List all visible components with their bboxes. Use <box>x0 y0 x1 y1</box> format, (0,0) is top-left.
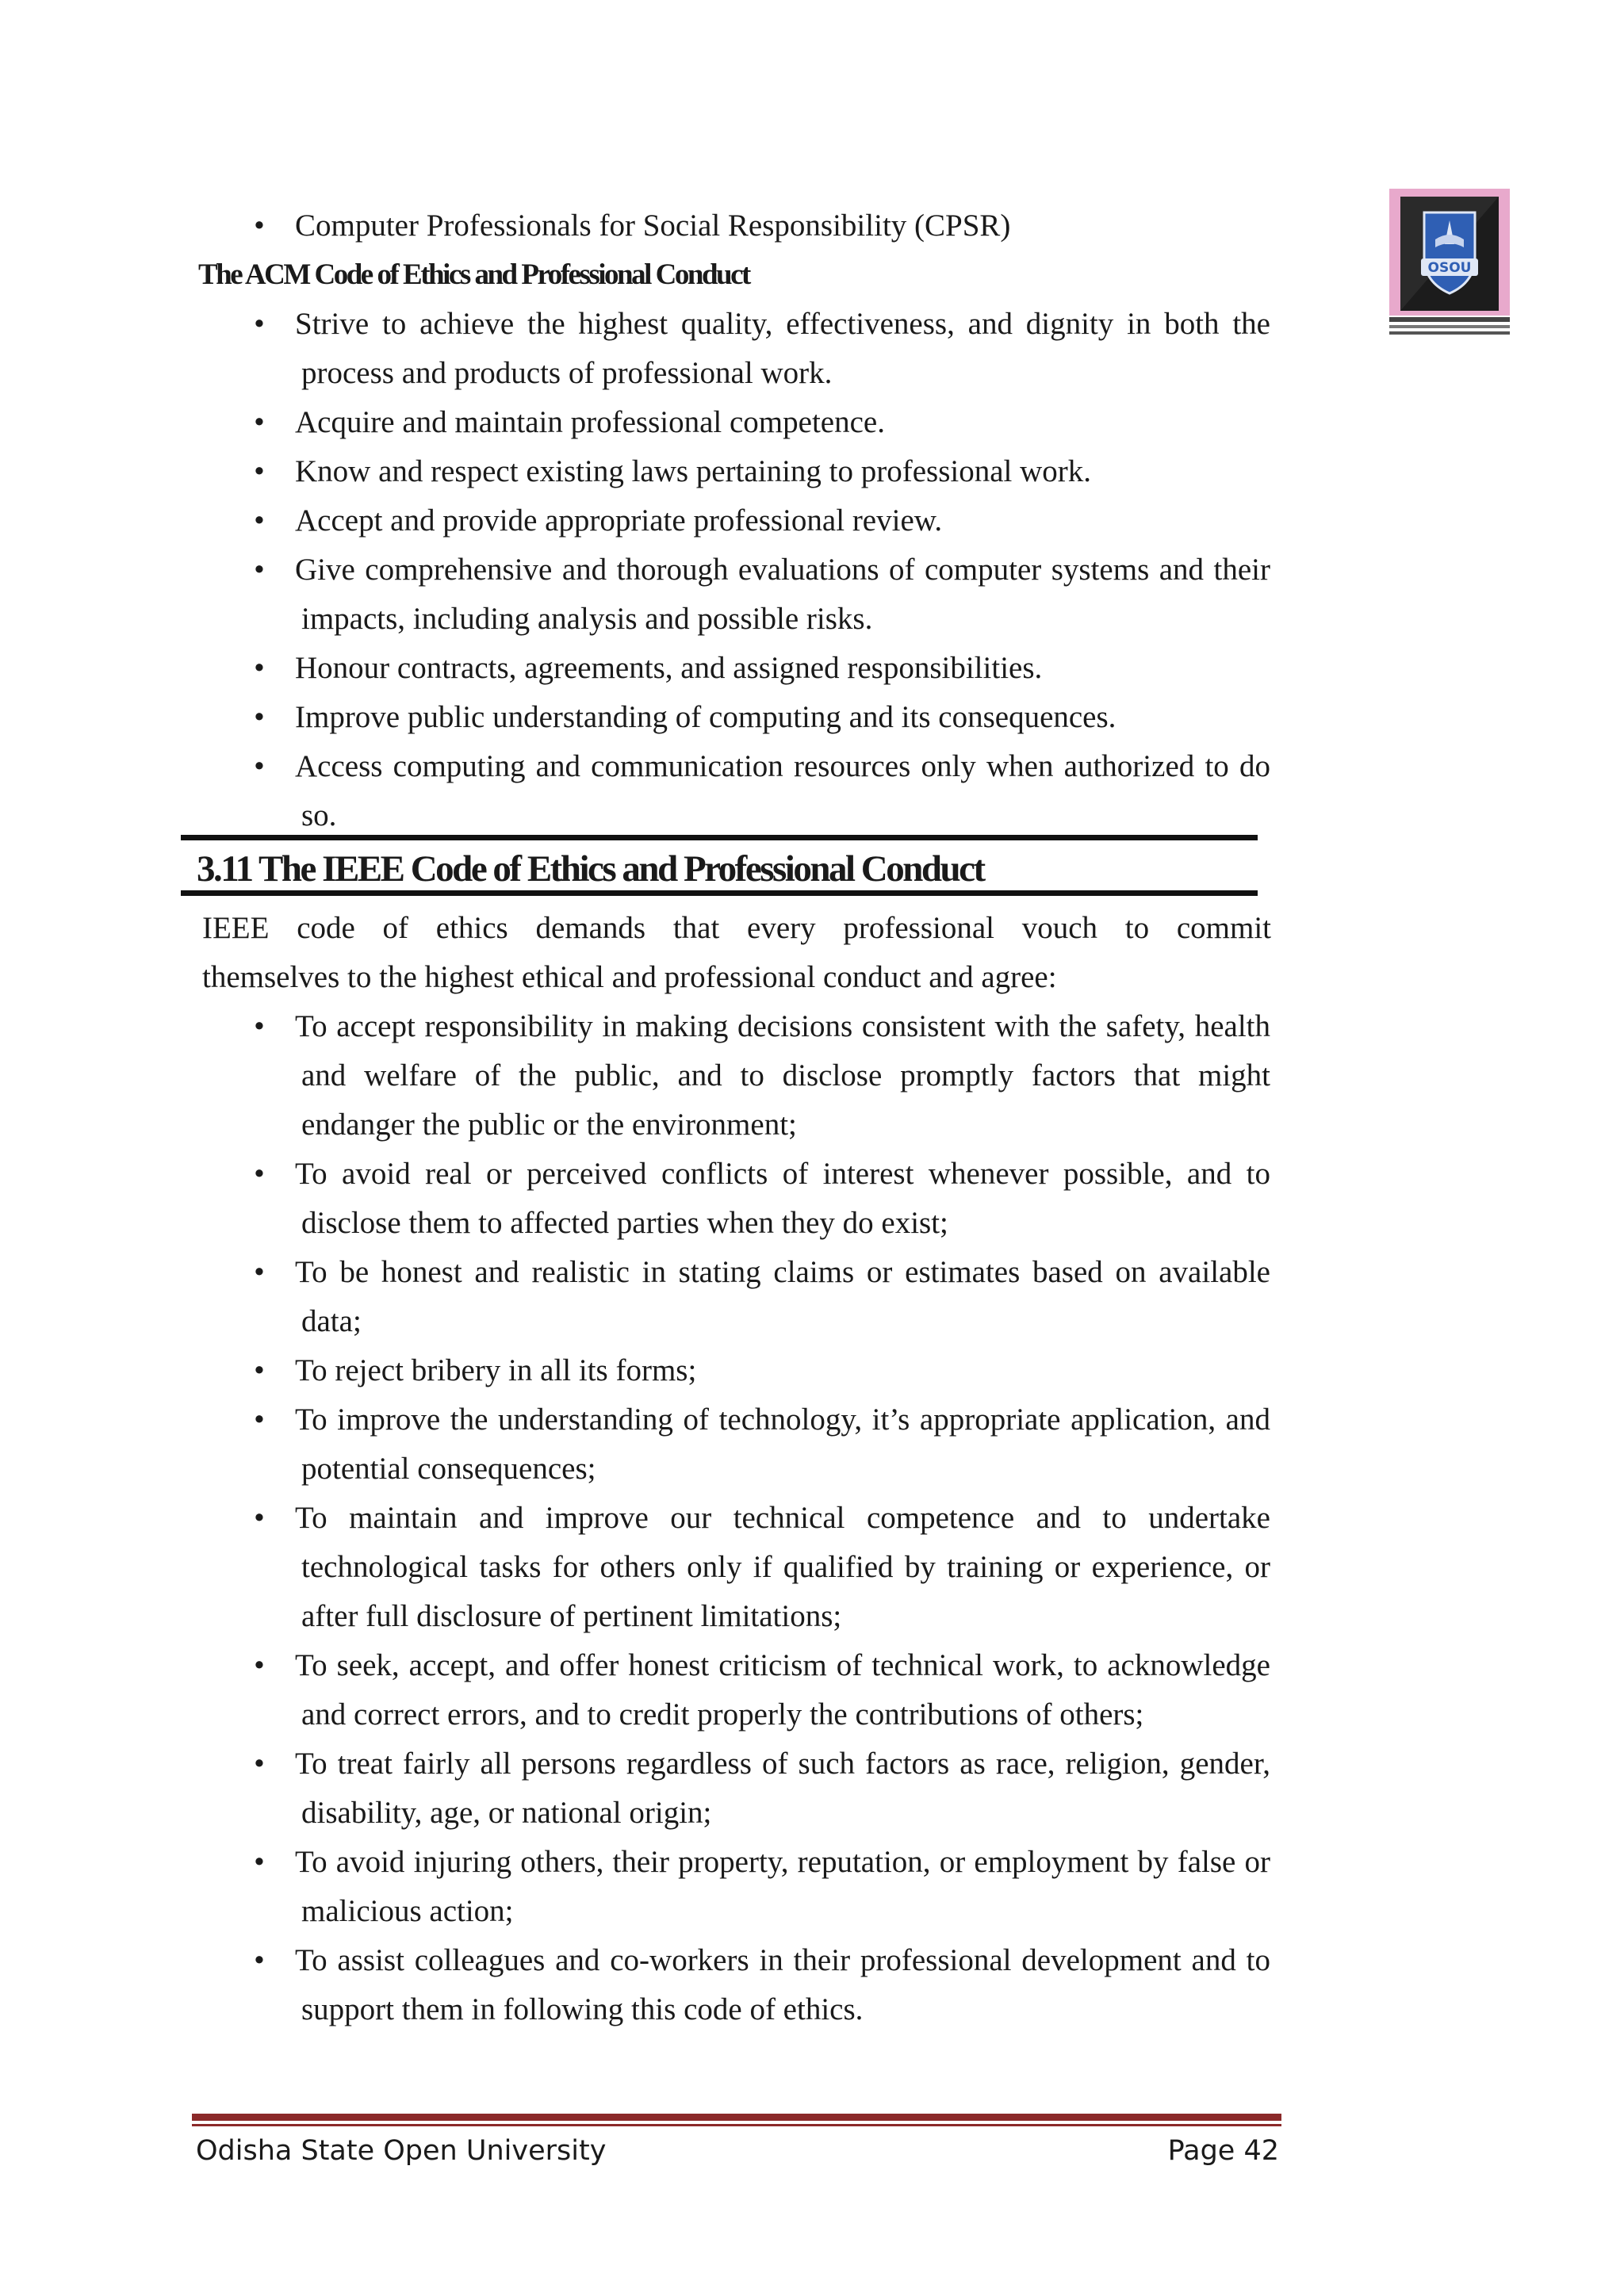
list-item: • To improve the understanding of technology, it’s appropriate application, and potential consequences; <box>198 1395 1270 1494</box>
list-item: • To avoid injuring others, their property, reputation, or employment by false or malicious action; <box>198 1838 1270 1936</box>
bullet-icon: • <box>254 749 265 783</box>
bullet-icon: • <box>254 553 265 587</box>
bullet-icon: • <box>254 1845 265 1879</box>
bullet-icon: • <box>254 700 265 734</box>
list-item: • To seek, accept, and offer honest criticism of technical work, to acknowledge and correct errors, and to credit properly the contributions of others; <box>198 1641 1270 1739</box>
list-item: • Know and respect existing laws pertaining to professional work. <box>198 447 1270 496</box>
bullet-icon: • <box>254 503 265 538</box>
bullet-icon: • <box>254 405 265 439</box>
list-item: • Strive to achieve the highest quality, effectiveness, and dignity in both the process and products of professional work. <box>198 300 1270 398</box>
page-number: Page 42 <box>1167 2135 1279 2167</box>
list-item: • Acquire and maintain professional competence. <box>198 398 1270 447</box>
bullet-icon: • <box>254 1501 265 1535</box>
bullet-icon: • <box>254 1648 265 1682</box>
section-rule-top <box>181 835 1258 840</box>
list-item: • Computer Professionals for Social Responsibility (CPSR) <box>198 201 1270 251</box>
bullet-icon: • <box>254 1747 265 1781</box>
intro-line-1: IEEE code of ethics demands that every professional vouch to commit <box>202 911 1271 945</box>
list-item: • To avoid real or perceived conflicts of interest whenever possible, and to disclose them to affected parties when they do exist; <box>198 1150 1270 1248</box>
university-logo <box>1389 189 1510 338</box>
ieee-code-list <box>198 1002 1270 2034</box>
bullet-icon: • <box>254 209 265 243</box>
bullet-icon: • <box>254 1353 265 1387</box>
bullet-icon: • <box>254 454 265 488</box>
footer-university-name: Odisha State Open University <box>196 2135 607 2167</box>
list-item: • Improve public understanding of computing and its consequences. <box>198 693 1270 742</box>
acm-heading: The ACM Code of Ethics and Professional Conduct <box>198 258 749 291</box>
list-item: • To reject bribery in all its forms; <box>198 1346 1270 1395</box>
intro-line-2: themselves to the highest ethical and professional conduct and agree: <box>202 960 1057 994</box>
bullet-icon: • <box>254 307 265 341</box>
bullet-icon: • <box>254 651 265 685</box>
ieee-intro-paragraph <box>202 904 1271 1002</box>
section-rule-bottom <box>181 890 1258 896</box>
list-item: • Give comprehensive and thorough evaluations of computer systems and their impacts, including analysis and possible risks. <box>198 545 1270 644</box>
list-item: • Accept and provide appropriate professional review. <box>198 496 1270 545</box>
bullet-icon: • <box>254 1943 265 1977</box>
list-item: • Honour contracts, agreements, and assigned responsibilities. <box>198 644 1270 693</box>
section-heading: 3.11 The IEEE Code of Ethics and Professional Conduct <box>197 848 984 890</box>
page-footer <box>196 2131 1279 2171</box>
bullet-icon: • <box>254 1009 265 1043</box>
top-bullet-list <box>198 201 1270 251</box>
list-item: • To be honest and realistic in stating claims or estimates based on available data; <box>198 1248 1270 1346</box>
list-item: • To treat fairly all persons regardless of such factors as race, religion, gender, disability, age, or national origin; <box>198 1739 1270 1838</box>
list-item: • To maintain and improve our technical competence and to undertake technological tasks for others only if qualified by training or experience, or after full disclosure of pertinent limitations; <box>198 1494 1270 1641</box>
list-item: • To assist colleagues and co-workers in their professional development and to support them in following this code of ethics. <box>198 1936 1270 2034</box>
osou-emblem-icon <box>1389 189 1510 338</box>
svg-text:OSOU: OSOU <box>1427 260 1472 276</box>
footer-rule-thin <box>192 2124 1281 2126</box>
list-item: • Access computing and communication resources only when authorized to do so. <box>198 742 1270 840</box>
list-item: • To accept responsibility in making decisions consistent with the safety, health and welfare of the public, and to disclose promptly factors that might endanger the public or the environment; <box>198 1002 1270 1150</box>
bullet-icon: • <box>254 1157 265 1191</box>
bullet-icon: • <box>254 1255 265 1289</box>
bullet-icon: • <box>254 1402 265 1437</box>
acm-code-list <box>198 300 1270 840</box>
footer-rule-thick <box>192 2114 1281 2121</box>
